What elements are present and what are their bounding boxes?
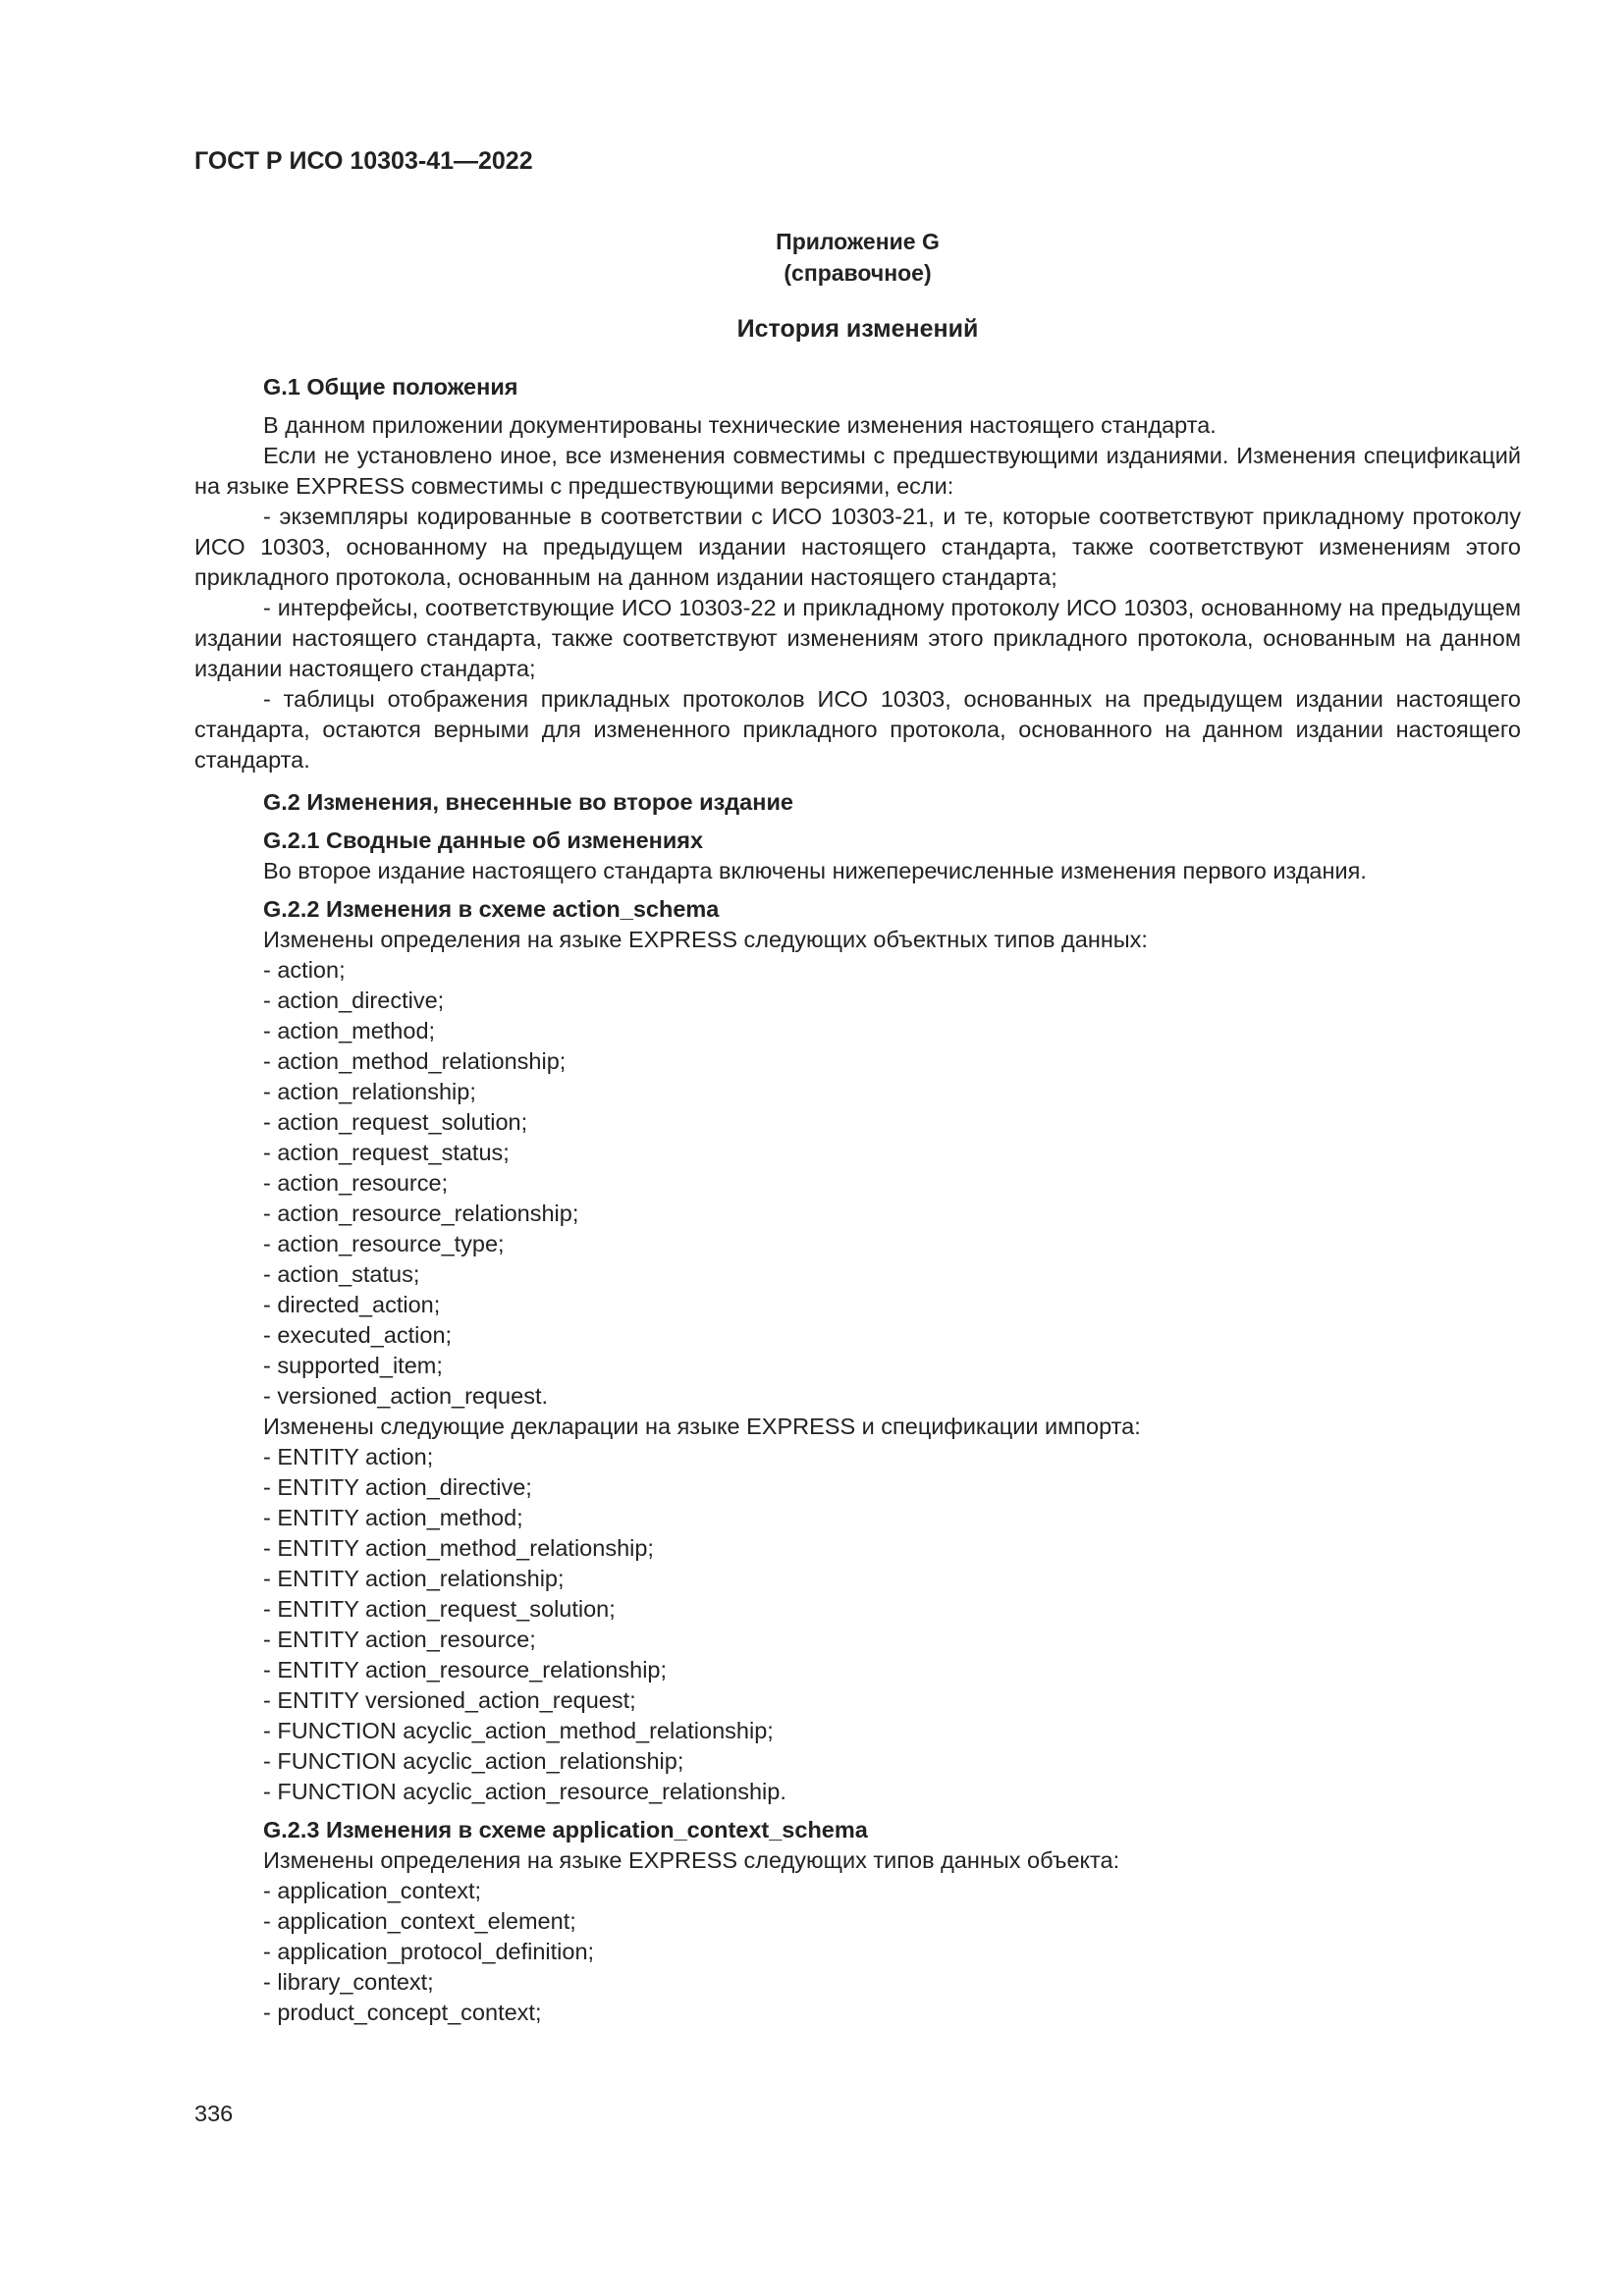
list-item: - application_context_element; <box>263 1908 576 1934</box>
list-item: - executed_action; <box>263 1322 453 1348</box>
section-g1-heading: G.1 Общие положения <box>263 374 518 400</box>
list-item: - application_context; <box>263 1878 482 1903</box>
list-item: - ENTITY action_method_relationship; <box>263 1535 654 1561</box>
page-number: 336 <box>194 2101 234 2126</box>
list-item: - ENTITY action_directive; <box>263 1474 532 1500</box>
list-item: - versioned_action_request. <box>263 1383 549 1409</box>
list-item: - product_concept_context; <box>263 2000 542 2025</box>
page-content <box>194 226 1521 2028</box>
annex-title: История изменений <box>736 315 979 343</box>
list-item: - ENTITY action_relationship; <box>263 1566 565 1591</box>
list-item: - ENTITY versioned_action_request; <box>263 1687 636 1713</box>
list-item: - supported_item; <box>263 1353 443 1378</box>
paragraph: Изменены определения на языке EXPRESS следующих типов данных объекта: <box>263 1847 1120 1873</box>
list-item: - library_context; <box>263 1969 434 1995</box>
paragraph: В данном приложении документированы технические изменения настоящего стандарта. <box>263 412 1217 438</box>
list-item: - action_relationship; <box>263 1079 476 1104</box>
list-item: - action_directive; <box>263 988 445 1013</box>
paragraph: Если не установлено иное, все изменения совместимы с предшествующими изданиями. Изменения спецификаций на языке EXPRESS совместимы с предшествующими версиями, если: <box>194 443 1521 499</box>
list-item: - directed_action; <box>263 1292 441 1317</box>
paragraph: Изменены определения на языке EXPRESS следующих объектных типов данных: <box>263 927 1148 952</box>
data-type-list <box>194 1876 1521 2028</box>
list-item: - FUNCTION acyclic_action_method_relationship; <box>263 1718 774 1743</box>
section-g21-heading: G.2.1 Сводные данные об изменениях <box>263 828 704 853</box>
list-item: - action; <box>263 957 346 983</box>
list-item: - ENTITY action_method; <box>263 1505 523 1530</box>
paragraph: - интерфейсы, соответствующие ИСО 10303-22 и прикладному протоколу ИСО 10303, основанному на предыдущем издании настоящего стандарта, также соответствуют изменениям этого прикладного протокола, основанным на данном издании настоящего стандарта; <box>194 595 1521 681</box>
section-g22-heading: G.2.2 Изменения в схеме action_schema <box>263 896 720 922</box>
list-item: - application_protocol_definition; <box>263 1939 595 1964</box>
data-type-list <box>194 955 1521 1412</box>
list-item: - action_resource_relationship; <box>263 1201 579 1226</box>
list-item: - action_resource_type; <box>263 1231 505 1256</box>
list-item: - action_method_relationship; <box>263 1048 567 1074</box>
list-item: - FUNCTION acyclic_action_resource_relationship. <box>263 1779 786 1804</box>
list-item: - ENTITY action_request_solution; <box>263 1596 616 1622</box>
list-item: - ENTITY action; <box>263 1444 434 1469</box>
list-item: - ENTITY action_resource_relationship; <box>263 1657 668 1682</box>
list-item: - action_method; <box>263 1018 436 1043</box>
section-g2-heading: G.2 Изменения, внесенные во второе издание <box>263 789 793 815</box>
section-g2 <box>194 787 1521 2028</box>
paragraph: - таблицы отображения прикладных протоколов ИСО 10303, основанных на предыдущем издании настоящего стандарта, остаются верными для измененного прикладного протокола, основанного на данном издании настоящего стандарта. <box>194 686 1521 773</box>
list-item: - action_resource; <box>263 1170 449 1196</box>
annex-type: (справочное) <box>784 260 932 286</box>
paragraph: Во второе издание настоящего стандарта включены нижеперечисленные изменения первого издания. <box>263 858 1367 883</box>
paragraph: Изменены следующие декларации на языке EXPRESS и спецификации импорта: <box>263 1414 1141 1439</box>
list-item: - action_request_solution; <box>263 1109 528 1135</box>
annex-label: Приложение G <box>776 229 940 254</box>
document-header: ГОСТ Р ИСО 10303-41—2022 <box>194 147 533 175</box>
paragraph: - экземпляры кодированные в соответствии с ИСО 10303-21, и те, которые соответствуют прикладному протоколу ИСО 10303, основанному на предыдущем издании настоящего стандарта, также соответствуют изменениям этого прикладного протокола, основанным на данном издании настоящего стандарта; <box>194 504 1521 590</box>
list-item: - ENTITY action_resource; <box>263 1627 536 1652</box>
list-item: - action_status; <box>263 1261 420 1287</box>
list-item: - FUNCTION acyclic_action_relationship; <box>263 1748 684 1774</box>
section-g23-heading: G.2.3 Изменения в схеме application_context_schema <box>263 1817 868 1842</box>
list-item: - action_request_status; <box>263 1140 510 1165</box>
section-g1 <box>194 372 1521 775</box>
declaration-list <box>194 1442 1521 1807</box>
